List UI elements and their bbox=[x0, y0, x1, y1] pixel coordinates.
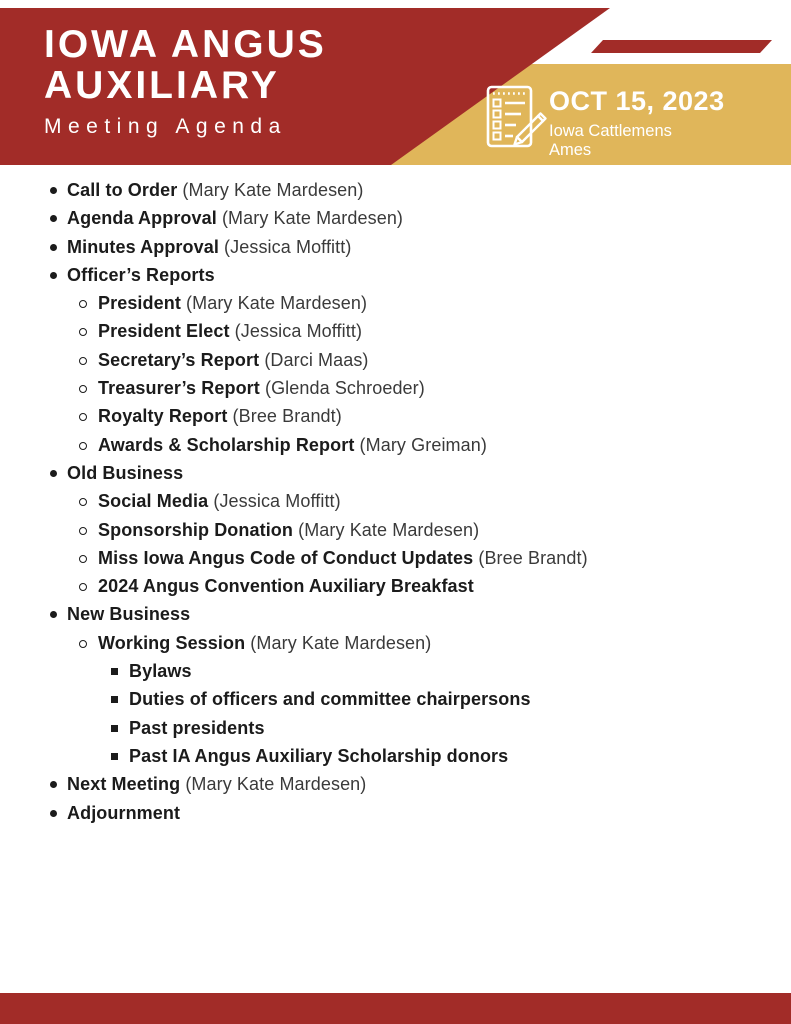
event-location bbox=[549, 122, 725, 160]
agenda-item-label: President bbox=[98, 293, 181, 314]
agenda-item-detail: (Glenda Schroeder) bbox=[259, 378, 425, 399]
agenda-item-detail: (Mary Kate Mardesen) bbox=[216, 208, 404, 229]
event-location-line2: Ames bbox=[549, 141, 592, 159]
agenda-item bbox=[0, 294, 771, 313]
agenda-item bbox=[0, 577, 771, 596]
agenda-item-label: Treasurer’s Report bbox=[98, 378, 260, 399]
agenda-item-detail: (Darci Maas) bbox=[259, 349, 369, 370]
agenda-item bbox=[0, 719, 771, 738]
agenda-list bbox=[0, 166, 791, 823]
agenda-item-label: Next Meeting bbox=[67, 774, 181, 795]
agenda-item-label: Call to Order bbox=[67, 180, 178, 200]
agenda-item-detail: (Mary Kate Mardesen) bbox=[180, 774, 367, 795]
agenda-item bbox=[0, 379, 771, 398]
agenda-item-label: Social Media bbox=[98, 491, 209, 512]
agenda-item-detail: (Mary Kate Mardesen) bbox=[180, 293, 368, 314]
agenda-item bbox=[0, 407, 771, 426]
page-header bbox=[0, 0, 791, 166]
footer-bar bbox=[0, 993, 791, 1024]
agenda-item-label: New Business bbox=[67, 604, 191, 625]
agenda-item bbox=[0, 634, 771, 653]
agenda-item-detail: (Mary Kate Mardesen) bbox=[293, 519, 480, 540]
agenda-item bbox=[0, 238, 771, 257]
page-subtitle: Meeting Agenda bbox=[44, 115, 287, 138]
agenda-body bbox=[0, 166, 791, 832]
agenda-item-label: Awards & Scholarship Report bbox=[98, 434, 355, 455]
agenda-item-label: Sponsorship Donation bbox=[98, 519, 293, 540]
agenda-item bbox=[0, 747, 771, 766]
agenda-item bbox=[0, 662, 771, 681]
date-block bbox=[549, 86, 725, 160]
agenda-item-label: Old Business bbox=[67, 462, 184, 483]
agenda-item bbox=[0, 690, 771, 709]
agenda-item-label: Minutes Approval bbox=[67, 236, 219, 257]
agenda-item bbox=[0, 521, 771, 540]
agenda-item bbox=[0, 549, 771, 568]
page-title-line2: AUXILIARY bbox=[44, 64, 280, 107]
agenda-item bbox=[0, 605, 771, 624]
agenda-item-label: Officer’s Reports bbox=[67, 264, 215, 285]
agenda-item-label: Past IA Angus Auxiliary Scholarship donors bbox=[129, 745, 509, 766]
agenda-item-label: Past presidents bbox=[129, 717, 265, 738]
event-location-line1: Iowa Cattlemens bbox=[549, 122, 672, 140]
agenda-item bbox=[0, 266, 771, 285]
agenda-item bbox=[0, 351, 771, 370]
event-date: OCT 15, 2023 bbox=[549, 86, 725, 116]
agenda-item-detail: (Bree Brandt) bbox=[473, 547, 588, 568]
agenda-item bbox=[0, 775, 771, 794]
agenda-item bbox=[0, 804, 771, 823]
clipboard-pencil-icon bbox=[486, 85, 550, 154]
agenda-item-detail: (Mary Greiman) bbox=[354, 434, 487, 455]
agenda-item-label: Adjournment bbox=[67, 802, 181, 823]
agenda-item-detail: (Jessica Moffitt) bbox=[218, 236, 352, 257]
agenda-item-label: 2024 Angus Convention Auxiliary Breakfast bbox=[98, 576, 474, 597]
agenda-item-label: Bylaws bbox=[129, 661, 192, 682]
agenda-item-detail: (Mary Kate Mardesen) bbox=[245, 632, 432, 653]
agenda-item bbox=[0, 209, 771, 228]
agenda-item bbox=[0, 436, 771, 455]
agenda-item-label: Secretary’s Report bbox=[98, 349, 260, 370]
page-title-line1: IOWA ANGUS bbox=[44, 23, 327, 66]
agenda-item-label: Duties of officers and committee chairpersons bbox=[129, 689, 531, 710]
agenda-item bbox=[0, 181, 771, 200]
agenda-item-label: Miss Iowa Angus Code of Conduct Updates bbox=[98, 547, 474, 568]
agenda-item-detail: (Mary Kate Mardesen) bbox=[177, 180, 364, 200]
agenda-item-detail: (Bree Brandt) bbox=[227, 406, 342, 427]
agenda-item-detail: (Jessica Moffitt) bbox=[229, 321, 363, 342]
title-block bbox=[44, 24, 327, 139]
agenda-item-label: Agenda Approval bbox=[67, 208, 217, 229]
agenda-item-detail: (Jessica Moffitt) bbox=[208, 491, 341, 512]
agenda-item bbox=[0, 464, 771, 483]
agenda-item-label: Working Session bbox=[98, 632, 246, 653]
agenda-item-label: President Elect bbox=[98, 321, 230, 342]
agenda-item bbox=[0, 322, 771, 341]
agenda-item-label: Royalty Report bbox=[98, 406, 228, 427]
agenda-item bbox=[0, 492, 771, 511]
